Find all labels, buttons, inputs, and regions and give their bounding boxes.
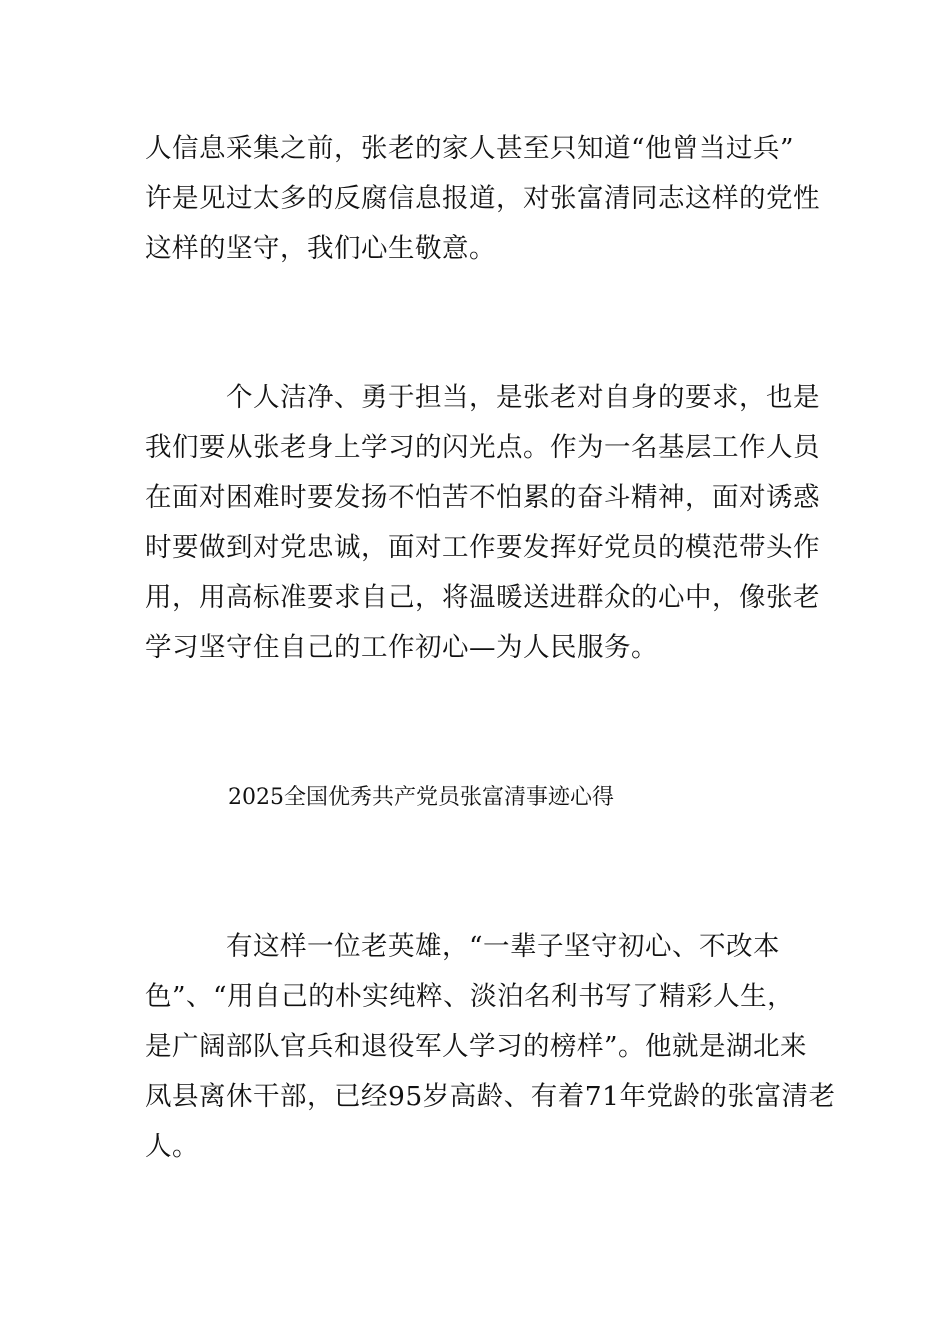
paragraph-line: 用，用高标准要求自己，将温暖送进群众的心中，像张老 <box>145 582 820 613</box>
paragraph-line: 人信息采集之前，张老的家人甚至只知道“他曾当过兵” <box>145 133 795 164</box>
paragraph-line: 是广阔部队官兵和退役军人学习的榜样”。他就是湖北来 <box>145 1031 808 1062</box>
paragraph-line: 在面对困难时要发扬不怕苦不怕累的奋斗精神，面对诱惑 <box>145 482 820 513</box>
section-title: 2025全国优秀共产党员张富清事迹心得 <box>228 785 614 810</box>
paragraph-line: 人。 <box>145 1131 199 1162</box>
paragraph-line: 时要做到对党忠诚，面对工作要发挥好党员的模范带头作 <box>145 532 820 563</box>
paragraph-line: 我们要从张老身上学习的闪光点。作为一名基层工作人员 <box>145 432 820 463</box>
paragraph-line: 凤县离休干部，已经95岁高龄、有着71年党龄的张富清老 <box>145 1081 836 1112</box>
paragraph-line: 色”、“用自己的朴实纯粹、淡泊名利书写了精彩人生， <box>145 981 795 1012</box>
paragraph-line: 有这样一位老英雄，“一辈子坚守初心、不改本 <box>145 931 781 962</box>
paragraph-line: 这样的坚守，我们心生敬意。 <box>145 233 496 264</box>
paragraph-line: 学习坚守住自己的工作初心—为人民服务。 <box>145 632 658 663</box>
paragraph-line: 许是见过太多的反腐信息报道，对张富清同志这样的党性 <box>145 183 820 214</box>
paragraph-line: 个人洁净、勇于担当，是张老对自身的要求，也是 <box>145 382 820 413</box>
